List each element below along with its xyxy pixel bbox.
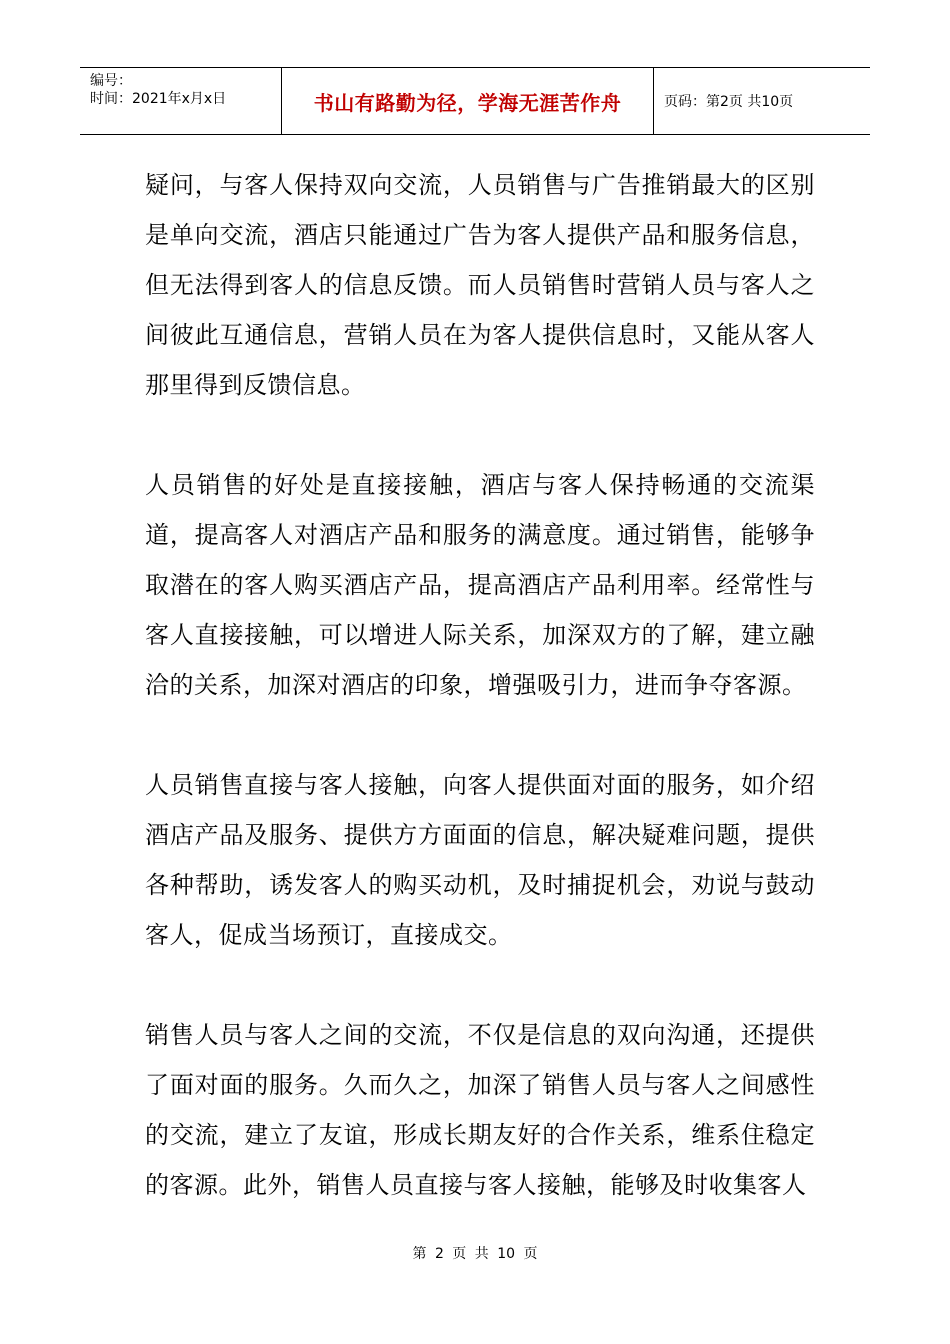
- document-time-label: 时间：2021年x月x日: [90, 91, 227, 107]
- header-motto: 书山有路勤为径，学海无涯苦作舟: [313, 90, 622, 115]
- paragraph-1: 疑问，与客人保持双向交流，人员销售与广告推销最大的区别是单向交流，酒店只能通过广告为客人提供产品和服务信息，但无法得到客人的信息反馈。而人员销售时营销人员与客人之间彼此互通信息，营销人员在为客人提供信息时，又能从客人那里得到反馈信息。: [145, 171, 815, 399]
- document-body: [145, 160, 815, 1260]
- document-number-label: 编号：: [90, 73, 132, 89]
- header-page-code: 页码：第2页 共10页: [664, 94, 794, 110]
- header-page-cell: [654, 68, 870, 134]
- paragraph-4: 销售人员与客人之间的交流，不仅是信息的双向沟通，还提供了面对面的服务。久而久之，加深了销售人员与客人之间感性的交流，建立了友谊，形成长期友好的合作关系，维系住稳定的客源。此外，销售人员直接与客人接触，能够及时收集客人: [145, 1021, 815, 1199]
- page-footer: 第 2 页 共 10 页: [412, 1246, 538, 1262]
- paragraph-2: 人员销售的好处是直接接触，酒店与客人保持畅通的交流渠道，提高客人对酒店产品和服务的满意度。通过销售，能够争取潜在的客人购买酒店产品，提高酒店产品利用率。经常性与客人直接接触，可以增进人际关系，加深双方的了解，建立融洽的关系，加深对酒店的印象，增强吸引力，进而争夺客源。: [145, 471, 815, 699]
- header-motto-cell: [282, 68, 654, 134]
- paragraph-3: 人员销售直接与客人接触，向客人提供面对面的服务，如介绍酒店产品及服务、提供方方面面的信息，解决疑难问题，提供各种帮助，诱发客人的购买动机，及时捕捉机会，劝说与鼓动客人，促成当场预订，直接成交。: [145, 771, 815, 949]
- document-header: [80, 67, 870, 135]
- header-meta-cell: [80, 68, 282, 134]
